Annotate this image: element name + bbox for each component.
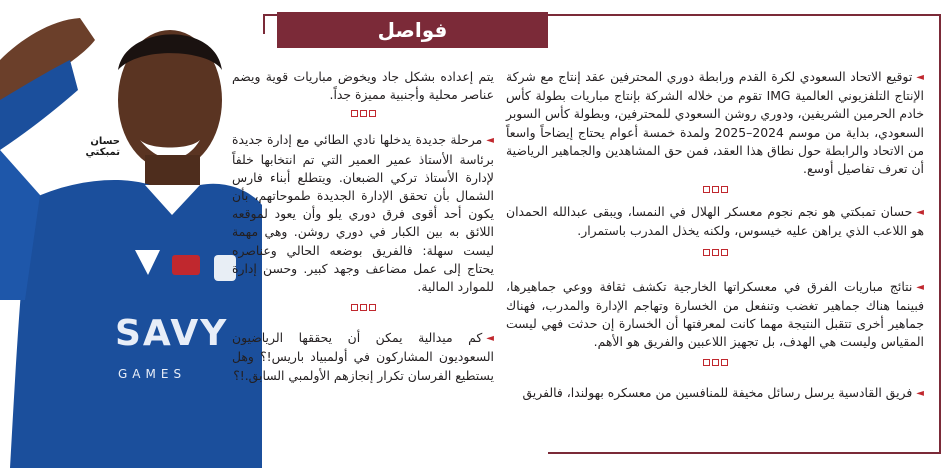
news-item-continued xyxy=(232,68,494,104)
header-rule-left xyxy=(263,14,277,16)
news-item-text: يتم إعداده بشكل جاد ويخوض مباريات قوية ويضم عناصر محلية وأجنبية مميزة جداً. xyxy=(232,69,494,103)
player-photo xyxy=(0,0,262,468)
triangle-left-icon: ◄ xyxy=(916,281,924,293)
three-squares-icon xyxy=(232,304,494,311)
frame-rule-bottom xyxy=(548,452,941,454)
triangle-left-icon: ◄ xyxy=(916,388,924,400)
left-column xyxy=(232,68,494,385)
header-rule-right xyxy=(548,14,940,16)
photo-caption: حسان تمبكتي xyxy=(85,136,120,158)
news-item xyxy=(232,131,494,296)
right-column xyxy=(506,68,924,404)
frame-rule-left-top xyxy=(263,14,265,34)
triangle-left-icon: ◄ xyxy=(486,333,494,345)
player-illustration xyxy=(0,0,262,468)
news-item xyxy=(232,329,494,385)
three-squares-icon xyxy=(232,110,494,117)
news-item-text: حسان تمبكتي هو نجم نجوم معسكر الهلال في النمسا، ويبقى عبدالله الحمدان هو اللاعب الذي يراهن عليه خيسوس، ولكنه يخذل المدرب باستمرار. xyxy=(506,204,924,239)
news-item xyxy=(506,278,924,352)
triangle-left-icon: ◄ xyxy=(486,135,494,147)
news-item xyxy=(506,68,924,178)
news-item xyxy=(506,384,924,403)
triangle-left-icon: ◄ xyxy=(916,72,924,83)
news-item xyxy=(506,203,924,240)
section-title: فواصل xyxy=(277,12,548,48)
news-item-text: توقيع الاتحاد السعودي لكرة القدم ورابطة دوري المحترفين عقد إنتاج مع شركة الإنتاج التلفزيوني العالمية IMG تقوم من خلاله الشركة بإنتاج مباريات بطولة كأس خادم الحرمين الشريفين، ودوري روشن السعودي للمحترفين، وبطولة كأس السوبر السعودي، بداية من موسم 2024–2025 ولمدة خمسة أعوام يحتاج إيضاحاً واسعاً من الاتحاد والرابطة حول نطاق هذا العقد، فمن حق المشاهدين والجماهير الرياضية أن تعرف تفاصيل أوسع. xyxy=(506,69,924,177)
frame-rule-right xyxy=(939,14,941,454)
three-squares-icon xyxy=(506,249,924,256)
news-item-text: فريق القادسية يرسل رسائل مخيفة للمنافسين من معسكره بهولندا، فالفريق xyxy=(522,385,913,401)
news-item-text: مرحلة جديدة يدخلها نادي الطائي مع إدارة جديدة برئاسة الأستاذ عمير العمير التي تم انتخابها خلفاً لإدارة الأستاذ تركي الضبعان. ويتطلع أبناء فارس الشمال بأن تحقق الإدارة الجديدة طموحاتهم، بأن يكون أحد أقوى فرق دوري يلو وأن يعود لموقعه اللائق به بين الكبار في دوري روشن. وهي مهمة ليست سهلة: فالفريق بوضعه الحالي وعناصره يحتاج إلى عمل مضاعف وجهد كبير. وحسن إدارة للموارد المالية. xyxy=(232,132,494,295)
triangle-left-icon: ◄ xyxy=(916,207,924,219)
three-squares-icon xyxy=(506,186,924,193)
sponsor-logo: SAVY xyxy=(115,313,229,354)
sponsor-sublogo: GAMES xyxy=(118,367,187,381)
news-item-text: كم ميدالية يمكن أن يحققها الرياضيون السعوديون المشاركون في أولمبياد باريس!؟ وهل يستطيع الفرسان تكرار إنجازهم الأولمبي السابق.!؟ xyxy=(232,330,494,383)
three-squares-icon xyxy=(506,359,924,366)
news-item-text: نتائج مباريات الفرق في معسكراتها الخارجية تكشف ثقافة ووعي جماهيرها، فبينما هناك جماهير تغضب وتنفعل من الخسارة وتهاجم الإدارة والمدرب، فهناك جماهير أخرى تتقبل النتيجة مهما كانت لمعرفتها أن الخسارة إن حدثت فهي ليست المقياس وليست هي الهدف، بل تجهيز اللاعبين والفريق هو الأهم. xyxy=(506,278,924,350)
